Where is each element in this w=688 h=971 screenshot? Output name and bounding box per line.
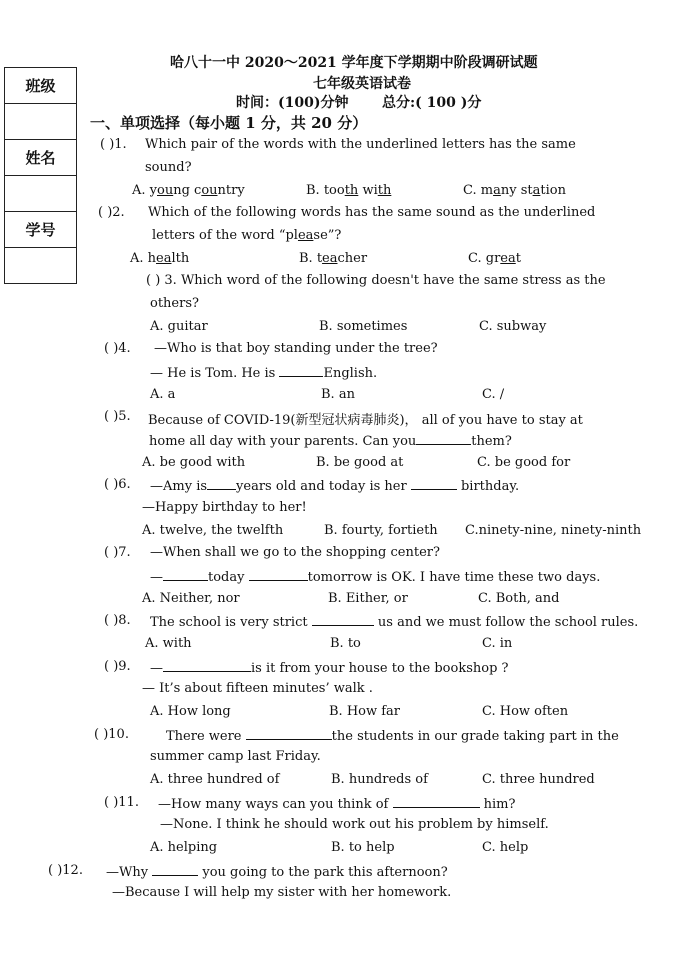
q2-number: ( )2.	[98, 205, 125, 220]
exam-title: 哈八十一中 2020～2021 学年度下学期期中阶段调研试题	[170, 55, 538, 71]
q8-option-b[interactable]: B. to	[330, 636, 361, 651]
q7-stem: —When shall we go to the shopping center?	[150, 545, 440, 560]
q7-blank-2[interactable]	[249, 568, 308, 581]
q10-option-c[interactable]: C. three hundred	[482, 772, 595, 787]
q8-blank[interactable]	[312, 613, 374, 626]
q5-stem: Because of COVID-19(新型冠状病毒肺炎)， all of you have to stay at	[148, 413, 583, 428]
q9-stem-cont: — It’s about fifteen minutes’ walk .	[142, 681, 373, 696]
q7-number: ( )7.	[104, 545, 131, 560]
q6-stem-cont: —Happy birthday to her!	[142, 500, 307, 515]
q12-stem-cont: —Because I will help my sister with her homework.	[112, 885, 452, 900]
q5-option-a[interactable]: A. be good with	[142, 455, 246, 470]
q4-option-b[interactable]: B. an	[321, 387, 355, 402]
q2-stem: Which of the following words has the same sound as the underlined	[148, 205, 596, 220]
q6-number: ( )6.	[104, 477, 131, 492]
q9-blank[interactable]	[163, 659, 251, 672]
q6-blank-2[interactable]	[411, 477, 457, 490]
q2-option-b[interactable]: B. teacher	[299, 251, 368, 266]
q9-stem: — is it from your house to the bookshop ?	[150, 661, 509, 676]
score-label: 总分:( 100 )分	[382, 95, 482, 111]
name-field[interactable]	[5, 176, 77, 212]
q6-option-a[interactable]: A. twelve, the twelfth	[142, 523, 284, 538]
q9-option-b[interactable]: B. How far	[329, 704, 401, 719]
q7-stem-cont: — today tomorrow is OK. I have time these two days.	[150, 570, 601, 585]
q4-stem: —Who is that boy standing under the tree?	[154, 341, 438, 356]
q7-option-b[interactable]: B. Either, or	[328, 591, 408, 606]
q11-option-b[interactable]: B. to help	[331, 840, 395, 855]
q4-option-a[interactable]: A. a	[150, 387, 176, 402]
q9-option-c[interactable]: C. How often	[482, 704, 569, 719]
student-info-table	[4, 67, 77, 284]
q3-stem-cont: others?	[150, 296, 199, 311]
q1-option-c[interactable]: C. many station	[463, 183, 566, 198]
q11-option-c[interactable]: C. help	[482, 840, 529, 855]
q3-option-a[interactable]: A. guitar	[150, 319, 208, 334]
q4-stem-cont: — He is Tom. He is English.	[150, 366, 378, 381]
q8-stem: The school is very strict us and we must follow the school rules.	[150, 615, 639, 630]
q9-option-a[interactable]: A. How long	[150, 704, 231, 719]
q3-stem: ( ) 3. Which word of the following doesn't have the same stress as the	[146, 273, 606, 288]
q12-number: ( )12.	[48, 863, 83, 878]
q11-number: ( )11.	[104, 795, 139, 810]
q9-number: ( )9.	[104, 659, 131, 674]
q10-stem-cont: summer camp last Friday.	[150, 749, 321, 764]
q5-option-c[interactable]: C. be good for	[477, 455, 571, 470]
q12-blank[interactable]	[152, 863, 198, 876]
q7-option-a[interactable]: A. Neither, nor	[142, 591, 240, 606]
q10-stem: There were the students in our grade taking part in the	[166, 729, 619, 744]
q5-number: ( )5.	[104, 409, 131, 424]
q4-option-c[interactable]: C. /	[482, 387, 505, 402]
q7-blank-1[interactable]	[163, 568, 208, 581]
q5-option-b[interactable]: B. be good at	[316, 455, 404, 470]
q6-option-c[interactable]: C.ninety-nine, ninety-ninth	[465, 523, 642, 538]
student-id-field[interactable]	[5, 248, 77, 284]
q1-stem: Which pair of the words with the underlined letters has the same	[145, 137, 576, 152]
q8-option-a[interactable]: A. with	[145, 636, 192, 651]
exam-subtitle: 七年级英语试卷	[313, 76, 411, 92]
section-heading: 一、单项选择（每小题 1 分，共 20 分）	[90, 114, 368, 132]
q10-blank[interactable]	[246, 727, 332, 740]
class-field[interactable]	[5, 104, 77, 140]
q4-number: ( )4.	[104, 341, 131, 356]
q11-stem: —How many ways can you think of him?	[158, 797, 516, 812]
time-label: 时间：(100)分钟	[236, 95, 349, 111]
q10-number: ( )10.	[94, 727, 129, 742]
q11-stem-cont: —None. I think he should work out his problem by himself.	[160, 817, 549, 832]
q6-stem: —Amy is years old and today is her birthday.	[150, 479, 520, 494]
student-id-label: 学号	[5, 212, 77, 248]
q1-option-a[interactable]: A. young country	[132, 183, 245, 198]
q7-option-c[interactable]: C. Both, and	[478, 591, 560, 606]
q4-blank[interactable]	[279, 364, 323, 377]
class-label: 班级	[5, 68, 77, 104]
q5-stem-cont: home all day with your parents. Can you them?	[149, 434, 512, 449]
q6-option-b[interactable]: B. fourty, fortieth	[324, 523, 438, 538]
q6-blank-1[interactable]	[207, 477, 236, 490]
q10-option-b[interactable]: B. hundreds of	[331, 772, 428, 787]
q8-number: ( )8.	[104, 613, 131, 628]
q11-option-a[interactable]: A. helping	[150, 840, 218, 855]
q2-option-c[interactable]: C. great	[468, 251, 521, 266]
q10-option-a[interactable]: A. three hundred of	[150, 772, 280, 787]
q2-stem-cont: letters of the word “please”?	[152, 228, 342, 243]
q2-option-a[interactable]: A. health	[130, 251, 190, 266]
q1-stem-cont: sound?	[145, 160, 192, 175]
name-label: 姓名	[5, 140, 77, 176]
q1-number: ( )1.	[100, 137, 127, 152]
q11-blank[interactable]	[393, 795, 480, 808]
q3-option-b[interactable]: B. sometimes	[319, 319, 408, 334]
q5-blank[interactable]	[416, 432, 471, 445]
q1-option-b[interactable]: B. tooth with	[306, 183, 392, 198]
q3-option-c[interactable]: C. subway	[479, 319, 547, 334]
q8-option-c[interactable]: C. in	[482, 636, 513, 651]
q12-stem: —Why you going to the park this afternoon?	[106, 865, 448, 880]
